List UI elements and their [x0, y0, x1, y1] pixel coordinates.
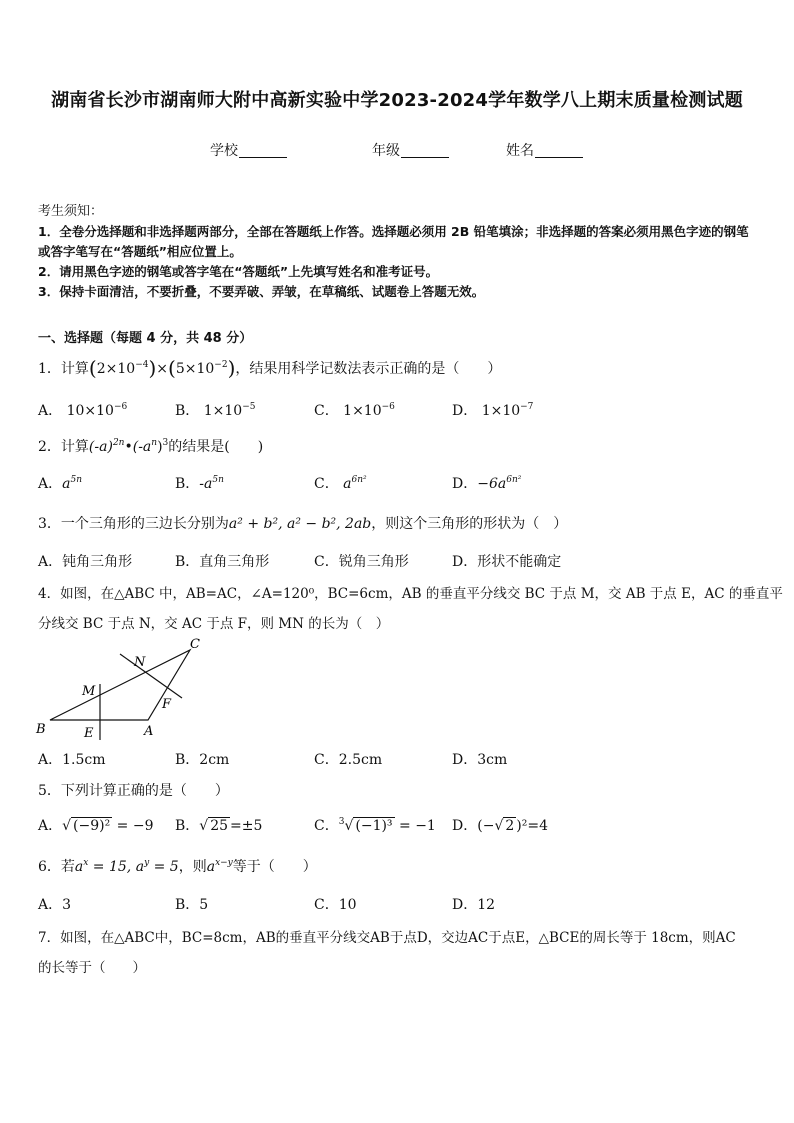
cube-root-sign-icon: √ [344, 818, 354, 834]
page-title: 湖南省长沙市湖南师大附中高新实验中学2023-2024学年数学八上期末质量检测试题 [51, 90, 743, 111]
name-field [506, 140, 583, 160]
q1-option-d: D． $1\times 10^{-7}$ [452, 402, 534, 419]
name-label: 姓名 [506, 143, 534, 159]
sqrt-sign-icon: √ [62, 818, 72, 834]
label-f: F [162, 697, 172, 712]
question-3: 3．一个三角形的三边长分别为a² + b², a² − b², 2ab，则这个三角形的形状为（ ） [38, 516, 568, 532]
question-2: 2．计算$(-a)^{2n}•(-a^n)^3$的结果是( ) [38, 438, 264, 455]
q6-option-d: D．12 [452, 897, 496, 913]
notice-block [38, 202, 758, 302]
sqrt-sign-icon: √ [494, 818, 504, 834]
q3-option-a: A．钝角三角形 [38, 554, 133, 570]
notice-item-2: 2．请用黑色字迹的钢笔或答字笔在“答题纸”上先填写姓名和准考证号。 [38, 264, 439, 279]
label-e: E [84, 726, 94, 741]
q2-option-a: A．$a^{5n}$ [38, 475, 83, 492]
notice-item-3: 3．保持卡面清洁，不要折叠，不要弄破、弄皱，在草稿纸、试题卷上答题无效。 [38, 284, 485, 299]
q2-option-c: C． $a^{6n^2}$ [314, 475, 367, 492]
question-1: 1．计算$(2\times 10^{-4})\times(5\times 10^{-2})$，结果用科学记数法表示正确的是（ ） [38, 356, 502, 380]
question-5: 5．下列计算正确的是（ ） [38, 783, 229, 799]
q6-option-c: C．10 [314, 897, 357, 913]
q3-option-c: C．锐角三角形 [314, 554, 409, 570]
school-blank [239, 143, 287, 158]
grade-label: 年级 [372, 143, 400, 159]
section-heading: 一、选择题（每题 4 分，共 48 分） [38, 331, 253, 346]
q1-option-a: A． $10\times 10^{-6}$ [38, 402, 128, 419]
q5-option-a: A．√ (−9)² = −9 [38, 818, 154, 834]
question-4-line-1: 4．如图，在△ABC 中，AB=AC，∠A=120⁰，BC=6cm，AB 的垂直平分线交 BC 于点 M，交 AB 于点 E，AC 的垂直平 [38, 586, 783, 602]
triangle-figure [34, 634, 214, 742]
q3-option-b: B．直角三角形 [175, 554, 270, 570]
q2-option-d: D．$-6a^{6n^2}$ [452, 475, 522, 492]
label-b: B [36, 722, 46, 737]
school-field [210, 140, 287, 160]
q6-option-b: B．5 [175, 897, 209, 913]
question-7-line-2: 的长等于（ ） [38, 960, 146, 976]
question-7-line-1: 7．如图，在△ABC中，BC=8cm，AB的垂直平分线交AB于点D，交边AC于点E，△BCE的周长等于 18cm，则AC [38, 930, 736, 946]
q5-option-c: C．$^3$√ (−1)³ = −1 [314, 817, 436, 834]
perpendicular-bisector-ac [120, 654, 182, 698]
q5-option-d: D．(−√ 2 )²=4 [452, 818, 548, 834]
q3-option-d: D．形状不能确定 [452, 554, 562, 570]
q5-option-b: B．√ 25 =±5 [175, 818, 263, 834]
q4-option-c: C．2.5cm [314, 752, 383, 768]
label-n: N [134, 655, 146, 670]
grade-blank [401, 143, 449, 158]
label-a: A [144, 724, 154, 739]
notice-item-1: 1．全卷分选择题和非选择题两部分，全部在答题纸上作答。选择题必须用 2B 铅笔填涂；非选择题的答案必须用黑色字迹的钢笔或答字笔写在“答题纸”相应位置上。 [38, 224, 749, 259]
name-blank [535, 143, 583, 158]
q1-option-c: C． $1\times 10^{-6}$ [314, 402, 395, 419]
q2-option-b: B．$-a^{5n}$ [175, 475, 224, 492]
q4-option-a: A．1.5cm [38, 752, 106, 768]
question-6: 6．若$a^x = 15$, $a^y = 5$，则$a^{x-y}$等于（ ） [38, 858, 317, 875]
q4-option-b: B．2cm [175, 752, 230, 768]
label-c: C [190, 637, 200, 652]
q1-option-b: B． $1\times 10^{-5}$ [175, 402, 256, 419]
q4-option-d: D．3cm [452, 752, 508, 768]
grade-field [372, 140, 449, 160]
notice-heading: 考生须知： [38, 204, 104, 219]
school-label: 学校 [210, 143, 238, 159]
question-4-line-2: 分线交 BC 于点 N，交 AC 于点 F，则 MN 的长为（ ） [38, 616, 390, 632]
sqrt-sign-icon: √ [199, 818, 209, 834]
label-m: M [82, 684, 96, 699]
q6-option-a: A．3 [38, 897, 72, 913]
